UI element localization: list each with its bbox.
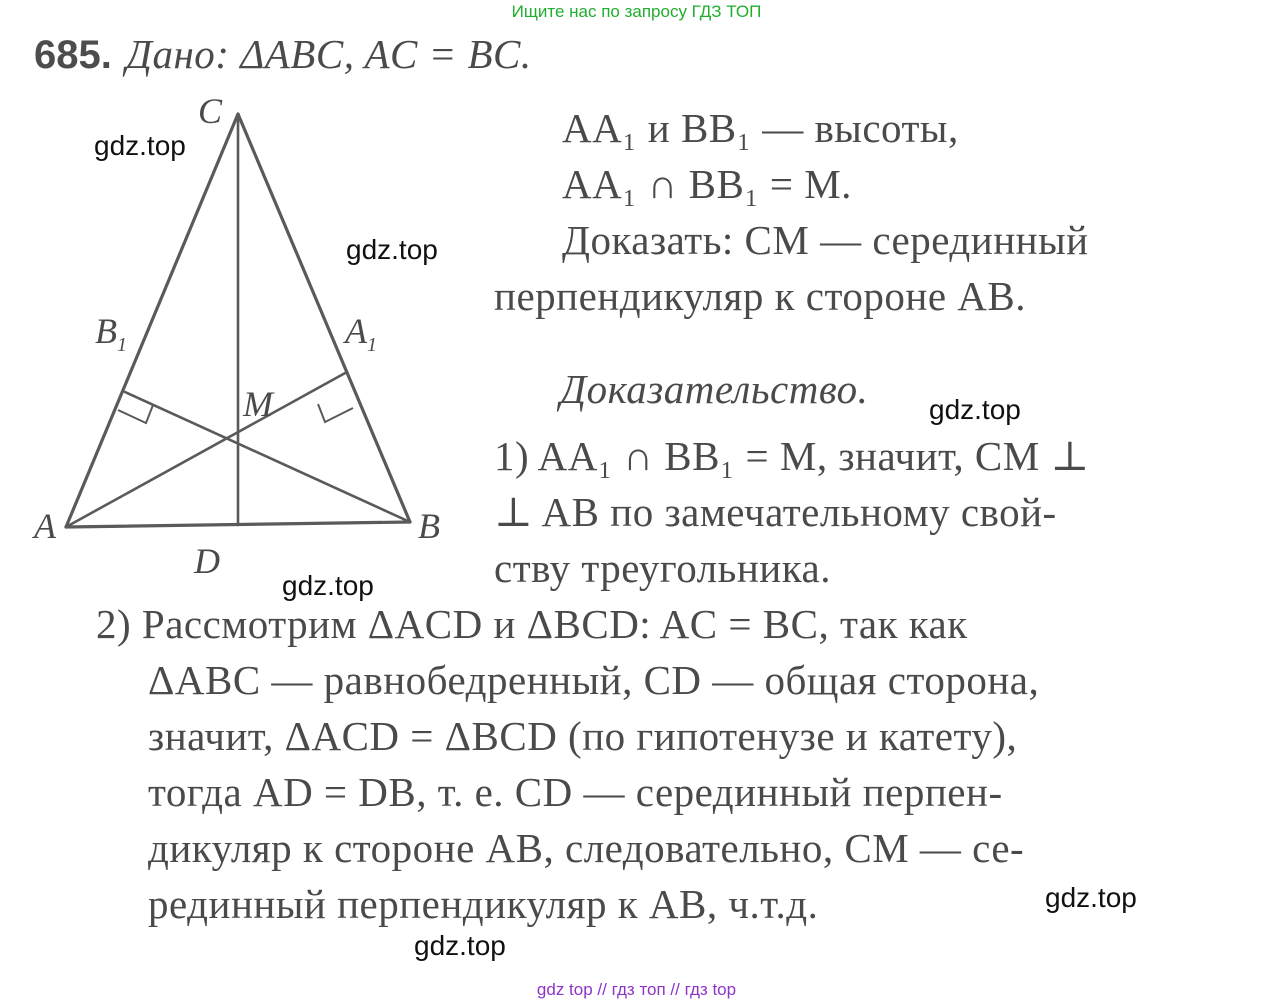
label-a1-sub: 1 xyxy=(367,334,377,357)
given-word: Дано xyxy=(125,31,216,77)
label-b1 xyxy=(95,310,127,357)
right-angle-b1 xyxy=(118,405,153,423)
altitude-aa1 xyxy=(66,372,347,527)
watermark: gdz.top xyxy=(1045,882,1137,913)
side-ac xyxy=(66,114,238,527)
label-a1-base: A xyxy=(345,311,367,351)
proof-step2-line1: 2) Рассмотрим ΔACD и ΔBCD: AC = BC, так как xyxy=(96,601,968,647)
problem-number: 685. xyxy=(34,33,112,77)
label-c: C xyxy=(198,91,223,131)
top-banner: Ищите нас по запросу ГДЗ ТОП xyxy=(511,2,762,21)
proof-step2-line5: дикуляр к стороне AB, следовательно, CM — се- xyxy=(148,825,1025,871)
label-a: A xyxy=(34,506,56,546)
watermark: gdz.top xyxy=(414,930,506,961)
given-heights: AA₁ и BB₁ — высоты, xyxy=(562,105,959,151)
triangle-figure xyxy=(0,0,470,600)
label-a1 xyxy=(345,310,377,357)
label-d: D xyxy=(194,541,220,581)
label-b1-sub: 1 xyxy=(117,334,127,357)
label-b: B xyxy=(418,506,440,546)
proof-step1-line2: ⊥ AB по замечательному свой- xyxy=(494,489,1057,535)
watermark: gdz.top xyxy=(929,394,1021,425)
right-angle-a1 xyxy=(318,404,353,422)
proof-step2-line3: значит, ΔACD = ΔBCD (по гипотенузе и катету), xyxy=(148,713,1018,759)
prove-statement: Доказать: CM — серединный xyxy=(562,217,1089,263)
label-b1-base: B xyxy=(95,311,117,351)
watermark: gdz.top xyxy=(282,570,374,601)
prove-statement-cont: перпендикуляр к стороне AB. xyxy=(494,273,1026,319)
bottom-banner: gdz top // гдз топ // гдз top xyxy=(536,980,737,999)
proof-step2-line6: рединный перпендикуляр к AB, ч.т.д. xyxy=(148,881,819,927)
proof-title: Доказательство. xyxy=(560,366,869,412)
label-m: M xyxy=(243,384,273,424)
given-statement: : ΔABC, AC = BC. xyxy=(215,31,532,77)
proof-step2-line4: тогда AD = DB, т. е. CD — серединный перпен- xyxy=(148,769,1003,815)
proof-step1-line1: 1) AA₁ ∩ BB₁ = M, значит, CM ⊥ xyxy=(494,433,1090,479)
proof-step2-line2: ΔABC — равнобедренный, CD — общая сторона, xyxy=(148,657,1040,703)
given-intersection: AA₁ ∩ BB₁ = M. xyxy=(562,161,852,207)
watermark: gdz.top xyxy=(346,234,438,265)
side-bc xyxy=(238,114,410,522)
watermark: gdz.top xyxy=(94,130,186,161)
proof-step1-line3: ству треугольника. xyxy=(494,545,831,591)
